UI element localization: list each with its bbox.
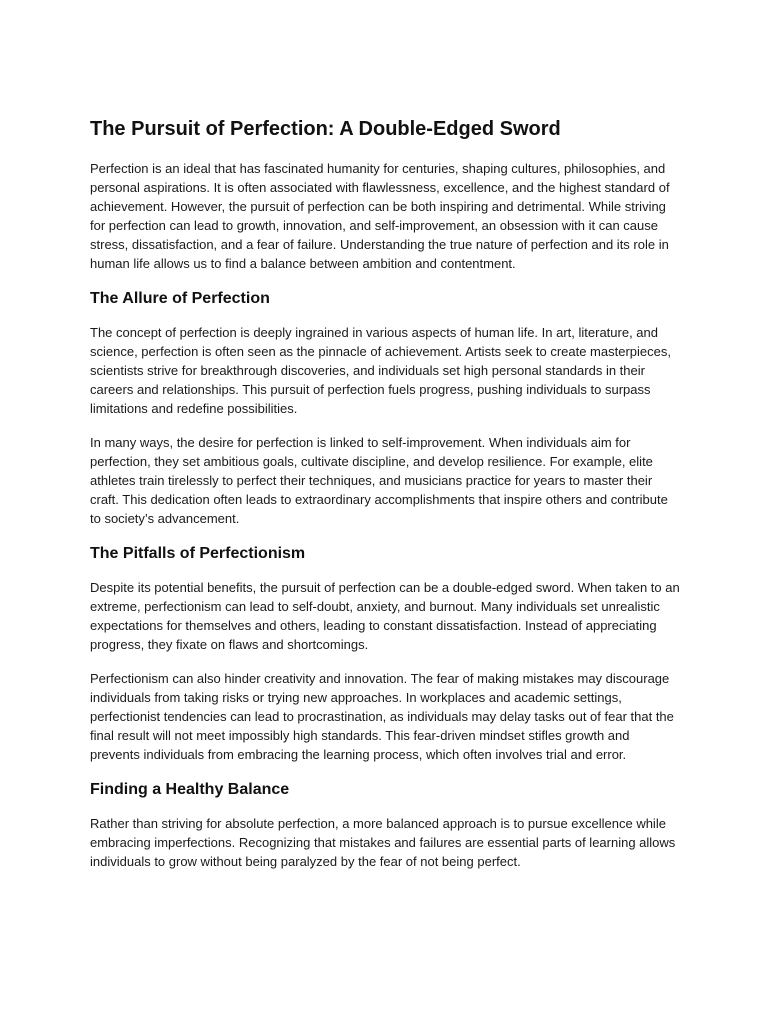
section-paragraph: In many ways, the desire for perfection is linked to self-improvement. When individuals aim for perfection, they set ambitious goals, cultivate discipline, and develop resilience. For example, elite athletes train tirelessly to perfect their techniques, and musicians practice for years to master their craft. This dedication often leads to extraordinary accomplishments that inspire others and contribute to society’s advancement. — [90, 435, 668, 526]
section-balance — [90, 779, 680, 871]
section-paragraph: Perfectionism can also hinder creativity and innovation. The fear of making mistakes may discourage individuals from taking risks or trying new approaches. In workplaces and academic settings, perfectionist tendencies can lead to procrastination, as individuals may delay tasks out of fear that the final result will not meet impossibly high standards. This fear-driven mindset stifles growth and prevents individuals from embracing the learning process, which often involves trial and error. — [90, 671, 674, 762]
section-paragraph: Despite its potential benefits, the pursuit of perfection can be a double-edged sword. When taken to an extreme, perfectionism can lead to self-doubt, anxiety, and burnout. Many individuals set unrealistic expectations for themselves and others, leading to constant dissatisfaction. Instead of appreciating progress, they fixate on flaws and shortcomings. — [90, 580, 680, 652]
section-pitfalls — [90, 543, 680, 764]
document-page — [90, 116, 680, 886]
section-paragraph: Rather than striving for absolute perfection, a more balanced approach is to pursue excellence while embracing imperfections. Recognizing that mistakes and failures are essential parts of learning allows individuals to grow without being paralyzed by the fear of not being perfect. — [90, 816, 676, 869]
section-allure — [90, 288, 680, 528]
section-heading: The Allure of Perfection — [90, 290, 270, 307]
section-paragraph: The concept of perfection is deeply ingrained in various aspects of human life. In art, literature, and science, perfection is often seen as the pinnacle of achievement. Artists seek to create masterpieces, scientists strive for breakthrough discoveries, and individuals set high personal standards in their careers and relationships. This pursuit of perfection fuels progress, pushing individuals to surpass limitations and redefine possibilities. — [90, 325, 671, 416]
section-heading: Finding a Healthy Balance — [90, 781, 290, 798]
intro-paragraph: Perfection is an ideal that has fascinated humanity for centuries, shaping cultures, philosophies, and personal aspirations. It is often associated with flawlessness, excellence, and the highest standard of achievement. However, the pursuit of perfection can be both inspiring and detrimental. While striving for perfection can lead to growth, innovation, and self-improvement, an obsession with it can cause stress, dissatisfaction, and a fear of failure. Understanding the true nature of perfection and its role in human life allows us to find a balance between ambition and contentment. — [90, 161, 670, 271]
section-heading: The Pitfalls of Perfectionism — [90, 545, 306, 562]
document-title: The Pursuit of Perfection: A Double-Edged Sword — [90, 118, 561, 140]
